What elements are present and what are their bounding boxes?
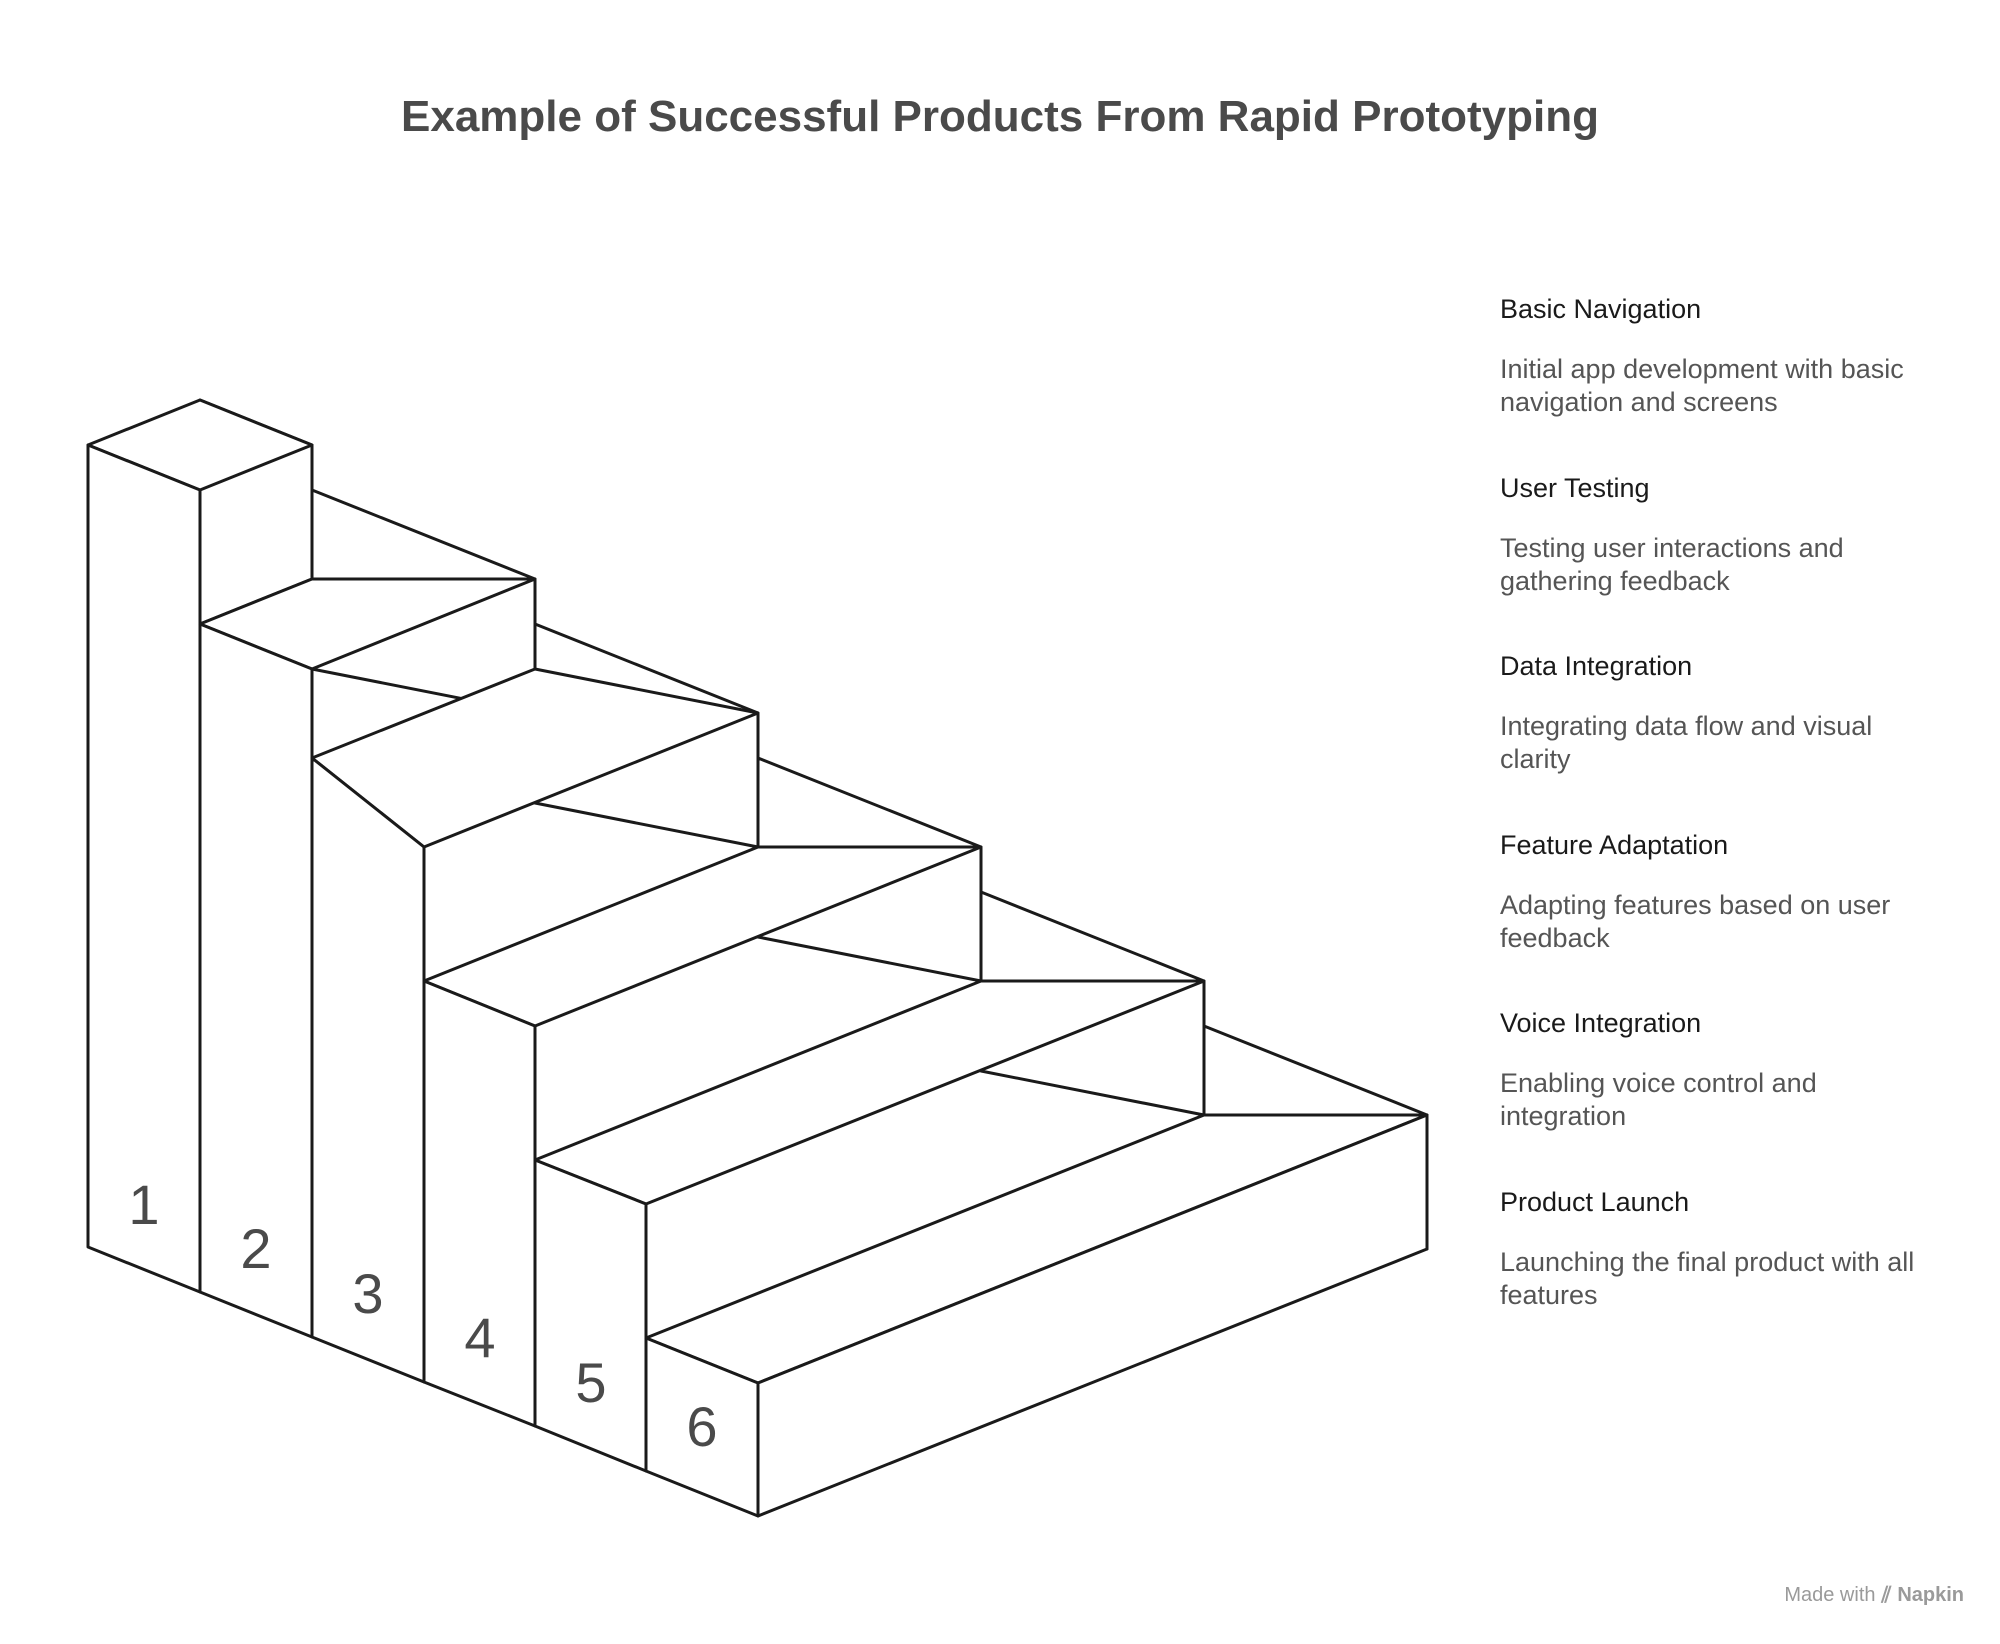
step-legend [1500,292,1940,1363]
brand-name: Napkin [1897,1583,1964,1606]
legend-description: Integrating data flow and visual clarity [1500,711,1873,774]
legend-description: Testing user interactions and gathering feedback [1500,532,1844,596]
legend-description: Initial app development with basic navigation and screens [1500,354,1904,417]
page-title: Example of Successful Products From Rapid Prototyping [401,92,1599,141]
legend-description: Adapting features based on user feedback [1500,889,1891,953]
legend-title: Basic Navigation [1500,294,1702,324]
step-number-2: 2 [240,1217,272,1280]
made-with-napkin-badge[interactable] [1784,1582,1964,1608]
step-number-1: 1 [128,1173,160,1236]
legend-item-user-testing [1500,471,1940,650]
napkin-logo-icon: ⫽ [1881,1582,1892,1607]
legend-title: Feature Adaptation [1500,829,1729,860]
legend-item-feature-adaptation [1500,828,1940,1007]
legend-description: Launching the final product with all features [1500,1246,1915,1310]
legend-item-product-launch [1500,1185,1940,1364]
legend-title: Product Launch [1500,1186,1690,1217]
legend-title: Voice Integration [1500,1008,1702,1038]
step-number-5: 5 [575,1351,607,1414]
legend-title: Data Integration [1500,651,1693,681]
step-number-4: 4 [464,1306,496,1369]
step-number-3: 3 [352,1262,384,1325]
legend-description: Enabling voice control and integration [1500,1068,1817,1131]
step-number-6: 6 [686,1395,718,1458]
brand-prefix: Made with [1784,1583,1876,1606]
legend-item-data-integration [1500,649,1940,828]
legend-item-basic-navigation [1500,292,1940,471]
legend-item-voice-integration [1500,1006,1940,1185]
legend-title: User Testing [1500,472,1650,503]
